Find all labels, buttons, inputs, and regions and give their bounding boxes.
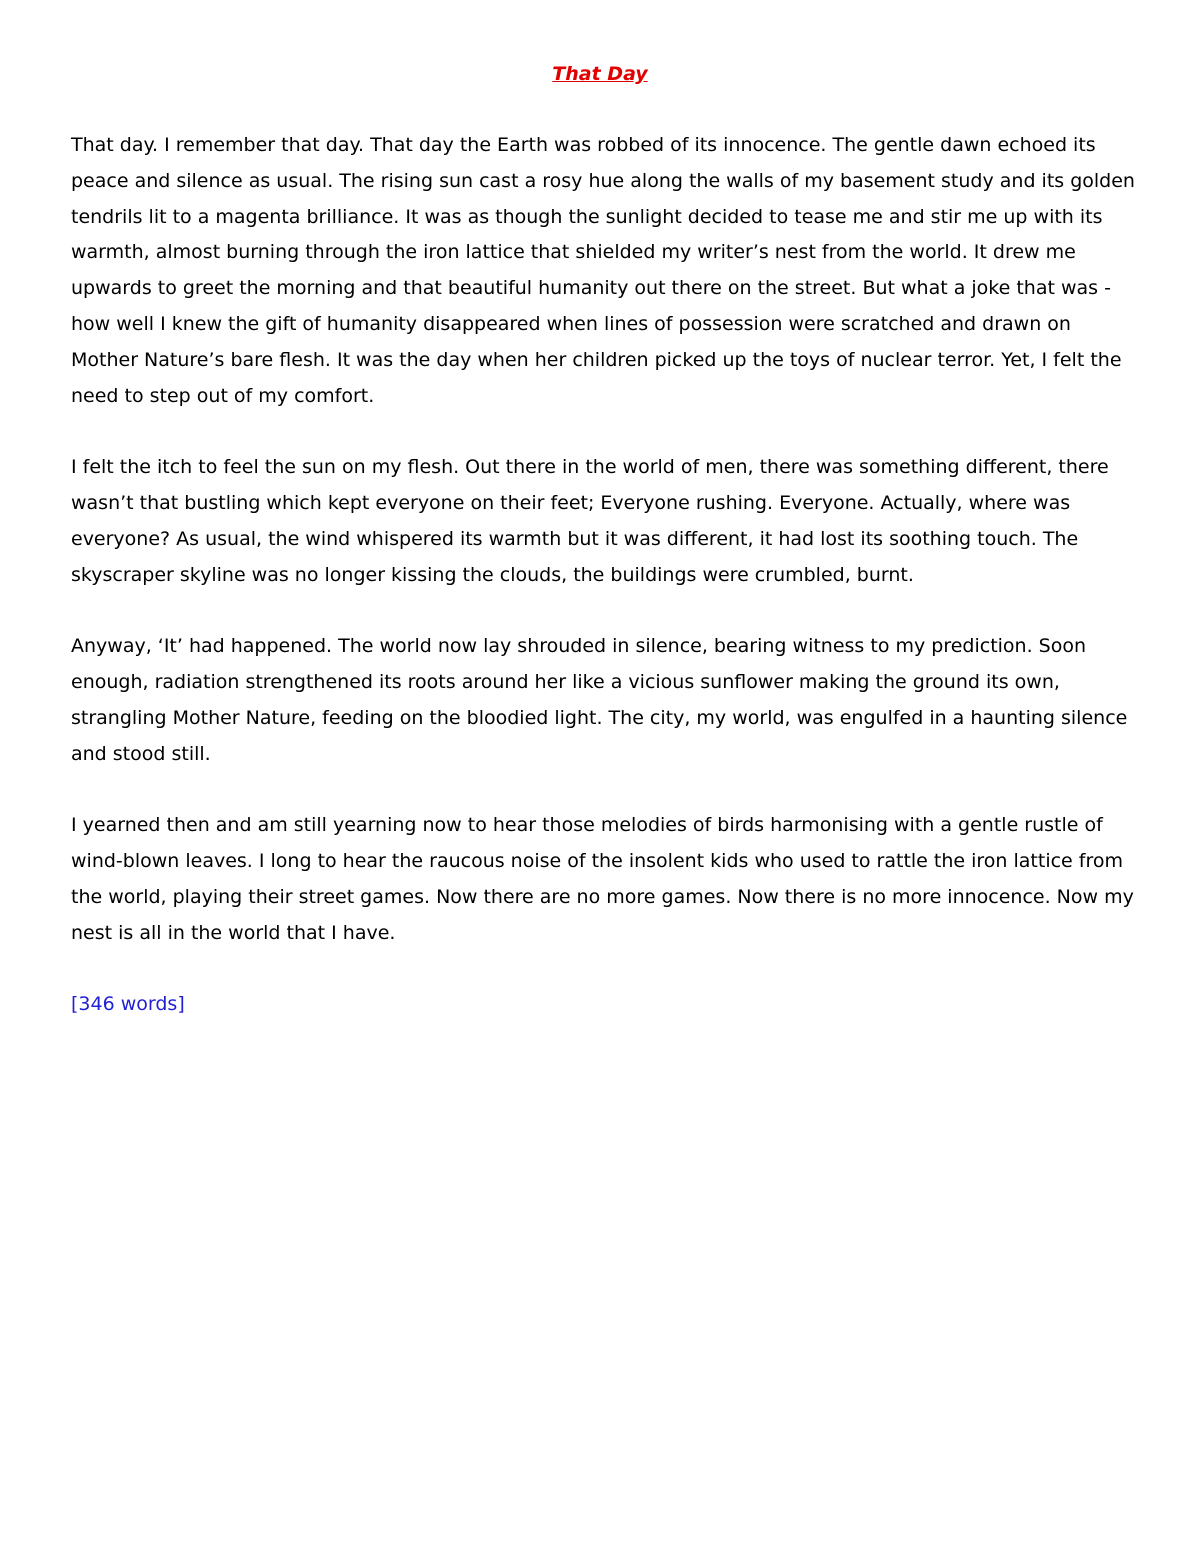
document-title: That Day bbox=[552, 63, 648, 85]
word-count: [346 words] bbox=[71, 993, 185, 1016]
document-body bbox=[71, 128, 1141, 1059]
paragraph-1: That day. I remember that day. That day the Earth was robbed of its innocence. The gentle dawn echoed its peace and silence as usual. The rising sun cast a rosy hue along the walls of my basement study and its golden tendrils lit to a magenta brilliance. It was as though the sunlight decided to tease me and stir me up with its warmth, almost burning through the iron lattice that shielded my writer’s nest from the world. It drew me upwards to greet the morning and that beautiful humanity out there on the street. But what a joke that was - how well I knew the gift of humanity disappeared when lines of possession were scratched and drawn on Mother Nature’s bare flesh. It was the day when her children picked up the toys of nuclear terror. Yet, I felt the need to step out of my comfort. bbox=[71, 134, 1135, 407]
paragraph-2: I felt the itch to feel the sun on my flesh. Out there in the world of men, there was something different, there wasn’t that bustling which kept everyone on their feet; Everyone rushing. Everyone. Actually, where was everyone? As usual, the wind whispered its warmth but it was different, it had lost its soothing touch. The skyscraper skyline was no longer kissing the clouds, the buildings were crumbled, burnt. bbox=[71, 456, 1109, 586]
paragraph-3: Anyway, ‘It’ had happened. The world now lay shrouded in silence, bearing witness to my prediction. Soon enough, radiation strengthened its roots around her like a vicious sunflower making the ground its own, strangling Mother Nature, feeding on the bloodied light. The city, my world, was engulfed in a haunting silence and stood still. bbox=[71, 635, 1128, 765]
paragraph-4: I yearned then and am still yearning now to hear those melodies of birds harmonising with a gentle rustle of wind-blown leaves. I long to hear the raucous noise of the insolent kids who used to rattle the iron lattice from the world, playing their street games. Now there are no more games. Now there is no more innocence. Now my nest is all in the world that I have. bbox=[71, 814, 1134, 944]
